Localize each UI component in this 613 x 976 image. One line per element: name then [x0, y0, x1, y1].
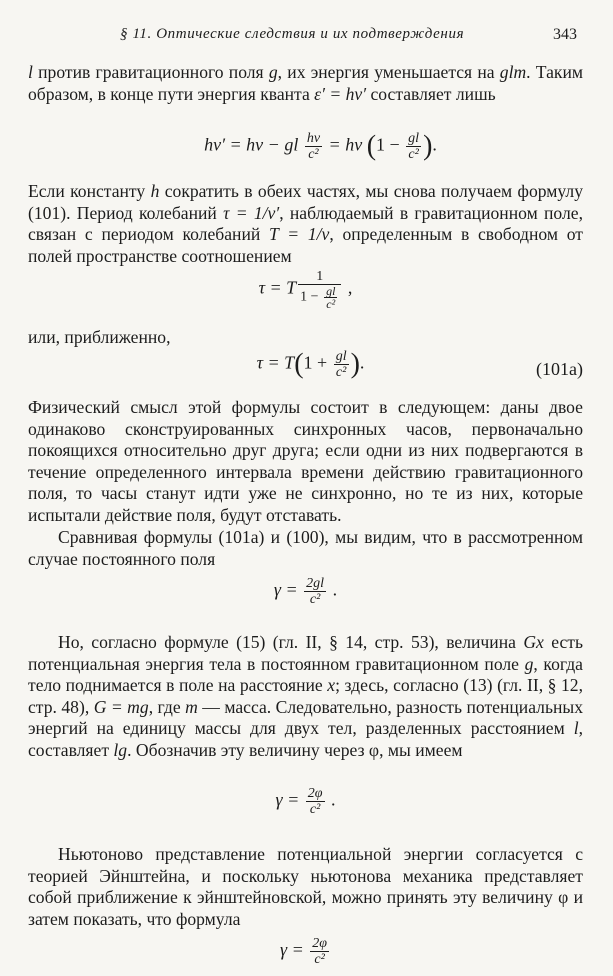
- equation-2: τ = T 1 1 − $\frac{gl}{\text{c²}}$ ,: [258, 269, 353, 311]
- fraction: $\frac{2\varphi}{\text{c²}}$: [307, 786, 323, 817]
- fraction: 1 1 − $\frac{gl}{\text{c²}}$: [298, 269, 341, 310]
- fraction: $\frac{h\nu}{\text{c²}}$: [306, 131, 321, 162]
- paragraph-2: Если константу h сократить в обеих частях, мы снова получаем формулу (101). Период колебаний τ = 1/ν′, наблюдаемый в гравитационном поле, связан с периодом колебаний T = 1/ν, определенным в свободном от полей пространстве соотношением: [28, 181, 583, 266]
- equation-4: γ = $\frac{2gl}{\text{c²}}$ .: [273, 576, 338, 607]
- paragraph-7: Ньютоново представление потенциальной энергии согласуется с теорией Эйнштейна, и поскольку ньютонова механика представляет собой приближение к эйнштейновской, можно принять эту величину φ и затем показать, что формула: [28, 844, 583, 929]
- paragraph-5: Сравнивая формулы (101а) и (100), мы видим, что в рассмотренном случае постоянного поля: [28, 527, 583, 569]
- section-title: § 11. Оптические следствия и их подтверждения: [120, 26, 465, 42]
- paragraph-1: l против гравитационного поля g, их энергия уменьшается на glm. Таким образом, в конце пути энергия кванта ε′ = hν′ составляет лишь: [28, 62, 583, 104]
- main-text: [28, 62, 583, 976]
- equation-6: γ = $\frac{2\varphi}{\text{c²}}$: [280, 936, 327, 967]
- paragraph-6: Но, согласно формуле (15) (гл. II, § 14, стр. 53), величина Gx есть потенциальная энергия тела в постоянном гравитационном поле g, когда тело поднимается в поле на расстояние x; здесь, согласно (13) (гл. II, § 12, стр. 48), G = mg, где m — масса. Следовательно, разность потенциальных энергий на единицу массы для двух тел, разделенных расстоянием l, составляет lg. Обозначив эту величину через φ, мы имеем: [28, 632, 583, 760]
- page-number: 343: [553, 26, 577, 43]
- fraction: $\frac{gl}{\text{c²}}$: [408, 131, 420, 162]
- fraction: $\frac{2gl}{\text{c²}}$: [306, 576, 325, 607]
- equation-1: hν′ = hν − gl $\frac{h\nu}{\text{c²}}$ = hν (1 − $\frac{gl}{\text{c²}}$ ).: [204, 130, 437, 162]
- equation-number: (101а): [536, 359, 583, 380]
- paragraph-4: Физический смысл этой формулы состоит в следующем: даны двое одинаково сконструированных синхронных часов, первоначально покоящихся относительно друг друга; если одни из них подвергаются в течение определенного интервала времени действию гравитационного поля, то часы станут идти уже не синхронно, но те из них, которые испытали действие поля, будут отставать.: [28, 397, 583, 525]
- running-header: [0, 18, 613, 48]
- paragraph-3: или, приближенно,: [28, 327, 171, 347]
- equation-5: γ = $\frac{2\varphi}{\text{c²}}$ .: [275, 786, 336, 817]
- equation-3: τ = T(1 + $\frac{gl}{\text{c²}}$ ). (101а): [256, 348, 583, 380]
- fraction: $\frac{gl}{\text{c²}}$: [335, 349, 347, 380]
- fraction: $\frac{2\varphi}{\text{c²}}$: [312, 936, 327, 967]
